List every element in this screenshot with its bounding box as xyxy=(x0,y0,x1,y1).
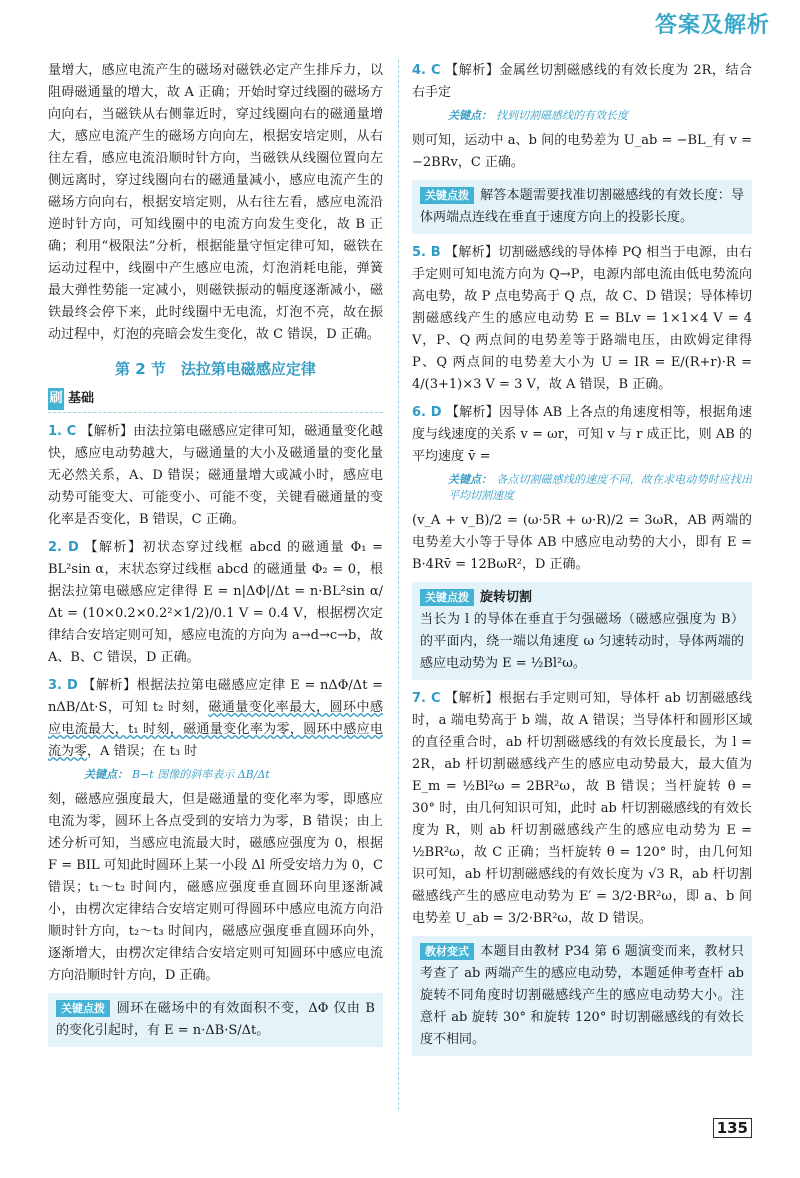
answer-4-text-a: 【解析】金属丝切割磁感线的有效长度为 2R，结合右手定 xyxy=(412,63,752,100)
answer-4-key-box xyxy=(412,180,752,234)
answer-6-key-text: 当长为 l 的导体在垂直于匀强磁场（磁感应强度为 B）的平面内，绕一端以角速度 ω 匀速转动时，导体两端的感应电动势为 E = ½Bl²ω。 xyxy=(420,612,744,671)
answer-2-number: 2. D xyxy=(48,540,79,555)
answer-3 xyxy=(48,675,383,763)
answer-4-key-text: 解答本题需要找准切割磁感线的有效长度：导体两端点连线在垂直于速度方向上的投影长度。 xyxy=(420,188,744,225)
answer-3-continued: 刻，磁感应强度最大，但是磁通量的变化率为零，即感应电流为零，圆环上各点受到的安培力为零，B 错误；由上述分析可知，当感应电流最大时，磁感应强度为 0，根据 F = BIL 可知此时圆环上某一小段 Δl 所受安培力为 0，C 错误；t₁～t₂ 时间内，磁感应强度垂直圆环向里逐渐减小，由楞次定律结合安培定则可得圆环中感应电流方向沿顺时针方向，t₂～t₃ 时间内，磁感应强度垂直圆环向外，逐渐增大，由楞次定律结合安培定则可知圆环中感应电流方向沿顺时针方向，D 正确。 xyxy=(48,792,383,983)
header-title: 答案及解析 xyxy=(654,13,770,38)
answer-6 xyxy=(412,402,752,468)
answer-7-key-box xyxy=(412,936,752,1056)
answer-3-key-text: 圆环在磁场中的有效面积不变，ΔΦ 仅由 B 的变化引起时，有 E = n·ΔB·S/Δt。 xyxy=(56,1001,375,1038)
answer-4-note xyxy=(412,108,752,124)
answer-6-key-label: 关键点拨 xyxy=(420,589,474,606)
answer-7-number: 7. C xyxy=(412,691,441,706)
answer-7 xyxy=(412,688,752,930)
answer-4-key-label: 关键点拨 xyxy=(420,187,474,204)
intro-paragraph: 量增大，感应电流产生的磁场对磁铁必定产生排斥力，以阻碍磁通量的增大，故 A 正确；开始时穿过线圈的磁场方向向右，当磁铁从右侧靠近时，穿过线圈向右的磁通量增大，感应电流产生的磁场方向向左，根据安培定则，从右往左看，感应电流沿顺时针方向，当磁铁从线圈位置向左侧远离时，穿过线圈向右的磁通量减小，感应电流产生的磁场方向向右，根据安培定则，从右往左看，感应电流沿逆时针方向，可知线圈中的电流方向发生变化，故 B 正确；利用“极限法”分析，根据能量守恒定律可知，磁铁在运动过程中，线圈中产生感应电流，灯泡消耗电能，弹簧最大弹性势能一定减小，则磁铁振动的幅度逐渐减小，磁铁最终会停下来，此时线圈中无电流，灯泡不亮，故在振动过程中，灯泡的亮暗会发生变化，故 C 错误，D 正确。 xyxy=(48,63,383,342)
answer-3-text-b: ，A 错误；在 t₃ 时 xyxy=(87,744,198,759)
answer-4-number: 4. C xyxy=(412,63,441,78)
answer-3-number: 3. D xyxy=(48,678,78,693)
answer-5 xyxy=(412,242,752,396)
answer-5-number: 5. B xyxy=(412,245,441,260)
answer-1-number: 1. C xyxy=(48,424,77,439)
answer-5-text: 【解析】切割磁感线的导体棒 PQ 相当于电源，由右手定则可知电流方向为 Q→P，电源内部电流由低电势流向高电势，故 P 点电势高于 Q 点，故 C、D 错误；导体棒切割磁感线产生的感应电动势 E = BLv = 1×1×4 V = 4 V，P、Q 两点间的电势差等于路端电压，由欧姆定律得 P、Q 两点间的电势差大小为 U = IR = E/(R+r)·R = 4/(3+1)×3 V = 3 V，故 A 错误，B 正确。 xyxy=(412,245,752,392)
answer-1 xyxy=(48,421,383,531)
answer-3-key-label: 关键点拨 xyxy=(56,1000,110,1017)
answer-3-note-text: B−t 图像的斜率表示 ΔB/Δt xyxy=(132,768,270,781)
answer-4 xyxy=(412,60,752,104)
answer-6-note-label: 关键点： xyxy=(448,473,492,486)
answer-7-text: 【解析】根据右手定则可知，导体杆 ab 切割磁感线时，a 端电势高于 b 端，故 A 错误；当导体杆和圆形区域的直径重合时，ab 杆切割磁感线的有效长度最长，为 l = 2R，ab 杆切割磁感线产生的感应电动势最大，最大值为 E_m = ½Bl²ω = 2BR²ω，故 B 错误；当杆旋转 θ = 30° 时，由几何知识可知，此时 ab 杆切割磁感线的有效长度为 R，则 ab 杆切割磁感线产生的感应电动势为 E = ½BR²ω，故 C 正确；当杆旋转 θ = 120° 时，由几何知识可知，ab 杆切割磁感线的有效长度为 √3 R，ab 杆切割磁感线产生的感应电动势为 E′ = 3/2·BR²ω，即 a、b 间电势差 U_ab = 3/2·BR²ω，故 D 错误。 xyxy=(412,691,752,926)
answer-7-key-text: 本题目由教材 P34 第 6 题演变而来，教材只考查了 ab 两端产生的感应电动势，本题延伸考查杆 ab 旋转不同角度时切割磁感线产生的感应电动势大小。注意杆 ab 旋转 30° 和旋转 120° 时切割磁感线的有效长度不相同。 xyxy=(420,944,744,1047)
answer-3-highlight: 磁通量变化率最大，圆环中感应电流最大，t₁ 时刻，磁通量变化率为零，圆环中感应电流为零 xyxy=(48,700,383,759)
answer-6-key-title: 旋转切割 xyxy=(480,590,533,605)
answer-3-note xyxy=(48,767,383,783)
answer-2-text: 【解析】初状态穿过线框 abcd 的磁通量 Φ₁ = BL²sin α，末状态穿过线框 abcd 的磁通量 Φ₂ = 0，根据法拉第电磁感应定律得 E = n|ΔΦ|/Δt = n·BL²sin α/Δt = (10×0.2×0.2²×1/2)/0.1 V = 0.4 V，根据楞次定律结合安培定则可知，感应电流的方向为 a→d→c→b，故 A、B、C 错误，D 正确。 xyxy=(48,540,383,665)
answer-6-number: 6. D xyxy=(412,405,442,420)
answer-6-text-a: 【解析】因导体 AB 上各点的角速度相等，根据角速度与线速度的关系 v = ωr，可知 v 与 r 成正比，则 AB 的平均速度 v̄ = xyxy=(412,405,752,464)
answer-3-note-label: 关键点： xyxy=(84,768,128,781)
jichu-heading xyxy=(48,388,383,413)
answer-2 xyxy=(48,537,383,669)
answer-4-note-text: 找到切割磁感线的有效长度 xyxy=(496,109,628,122)
answer-6-key-box xyxy=(412,582,752,680)
answer-6-note xyxy=(412,472,752,504)
answer-3-text-a: 【解析】根据法拉第电磁感应定律 E = nΔΦ/Δt = nΔB/Δt·S，可知 t₂ 时刻， xyxy=(48,678,383,715)
answer-6-continued: (v_A + v_B)/2 = (ω·5R + ω·R)/2 = 3ωR，AB 两端的电势差大小等于导体 AB 中感应电动势的大小，即有 E = B·4Rv̄ = 12BωR²，D 正确。 xyxy=(412,513,752,572)
section-title: 第 2 节 法拉第电磁感应定律 xyxy=(115,360,316,378)
answer-1-text: 【解析】由法拉第电磁感应定律可知，磁通量变化越快，感应电动势越大，与磁通量的大小及磁通量的变化量无必然关系，A、D 错误；磁通量增大或减小时，感应电动势可能变大、可能变小、可能不变，关键看磁通量的变化率是否变化，B 错误，C 正确。 xyxy=(48,424,383,527)
page-number: 135 xyxy=(713,1118,752,1138)
answer-3-key-box xyxy=(48,993,383,1047)
right-column xyxy=(412,60,752,1064)
jichu-label: 基础 xyxy=(68,391,95,406)
answer-7-key-label: 教材变式 xyxy=(420,943,474,960)
answer-6-note-text: 各点切割磁感线的速度不同，故在求电动势时应找出平均切割速度 xyxy=(448,473,752,502)
answer-4-note-label: 关键点： xyxy=(448,109,492,122)
column-divider xyxy=(398,60,400,1110)
answer-4-continued: 则可知，运动中 a、b 间的电势差为 U_ab = −BL_有 v = −2BRv，C 正确。 xyxy=(412,133,752,170)
jichu-mark: 刷 xyxy=(48,388,64,410)
left-column xyxy=(48,60,383,1055)
